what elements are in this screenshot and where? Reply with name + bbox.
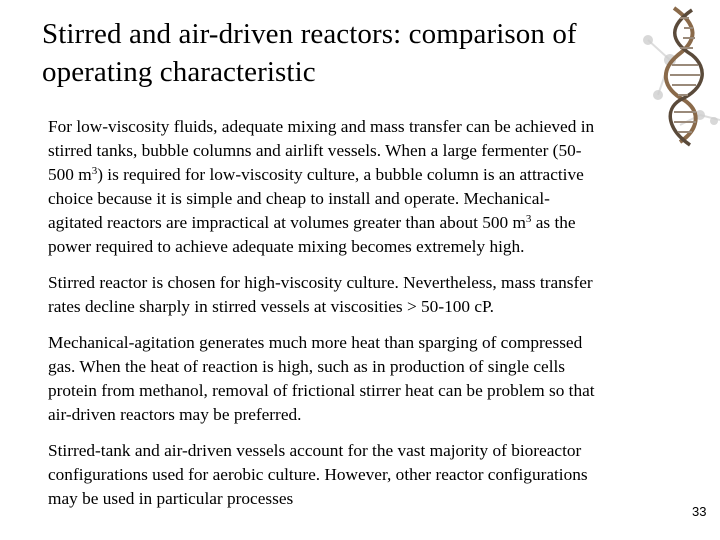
- slide-title-line-2: operating characteristic: [42, 56, 316, 88]
- paragraph-line: stirred tanks, bubble columns and airlift vessels. When a large fermenter (50-: [48, 141, 582, 160]
- body-paragraph: [48, 271, 688, 319]
- superscript: 3: [91, 165, 98, 177]
- paragraph-line: air-driven reactors may be preferred.: [48, 405, 302, 424]
- paragraph-line: power required to achieve adequate mixing becomes extremely high.: [48, 237, 525, 256]
- paragraph-line: may be used in particular processes: [48, 489, 294, 508]
- paragraph-line: agitated reactors are impractical at volumes greater than about 500 $m^3$ as the: [48, 213, 576, 232]
- paragraph-line: gas. When the heat of reaction is high, such as in production of single cells: [48, 357, 566, 376]
- paragraph-line: configurations used for aerobic culture. However, other reactor configurations: [48, 465, 588, 484]
- body-paragraph: [48, 331, 688, 427]
- paragraph-line: Mechanical-agitation generates much more heat than sparging of compressed: [48, 333, 583, 352]
- body-paragraph: [48, 115, 688, 259]
- slide-title: [42, 15, 652, 91]
- paragraph-line: protein from methanol, removal of frictional stirrer heat can be problem so that: [48, 381, 595, 400]
- paragraph-line: Stirred reactor is chosen for high-viscosity culture. Nevertheless, mass transfer: [48, 273, 593, 292]
- paragraph-line: choice because it is simple and cheap to install and operate. Mechanical-: [48, 189, 550, 208]
- paragraph-line: 500 $m^3$) is required for low-viscosity culture, a bubble column is an attractive: [48, 165, 584, 184]
- paragraph-line: Stirred-tank and air-driven vessels account for the vast majority of bioreactor: [48, 441, 582, 460]
- paragraph-line: For low-viscosity fluids, adequate mixing and mass transfer can be achieved in: [48, 117, 595, 136]
- paragraph-line: rates decline sharply in stirred vessels at viscosities > 50-100 cP.: [48, 297, 495, 316]
- page-number: 33: [692, 504, 707, 519]
- slide-body: [48, 115, 688, 523]
- superscript: 3: [525, 213, 532, 225]
- body-paragraph: [48, 439, 688, 511]
- slide-title-line-1: Stirred and air-driven reactors: comparison of: [42, 18, 577, 50]
